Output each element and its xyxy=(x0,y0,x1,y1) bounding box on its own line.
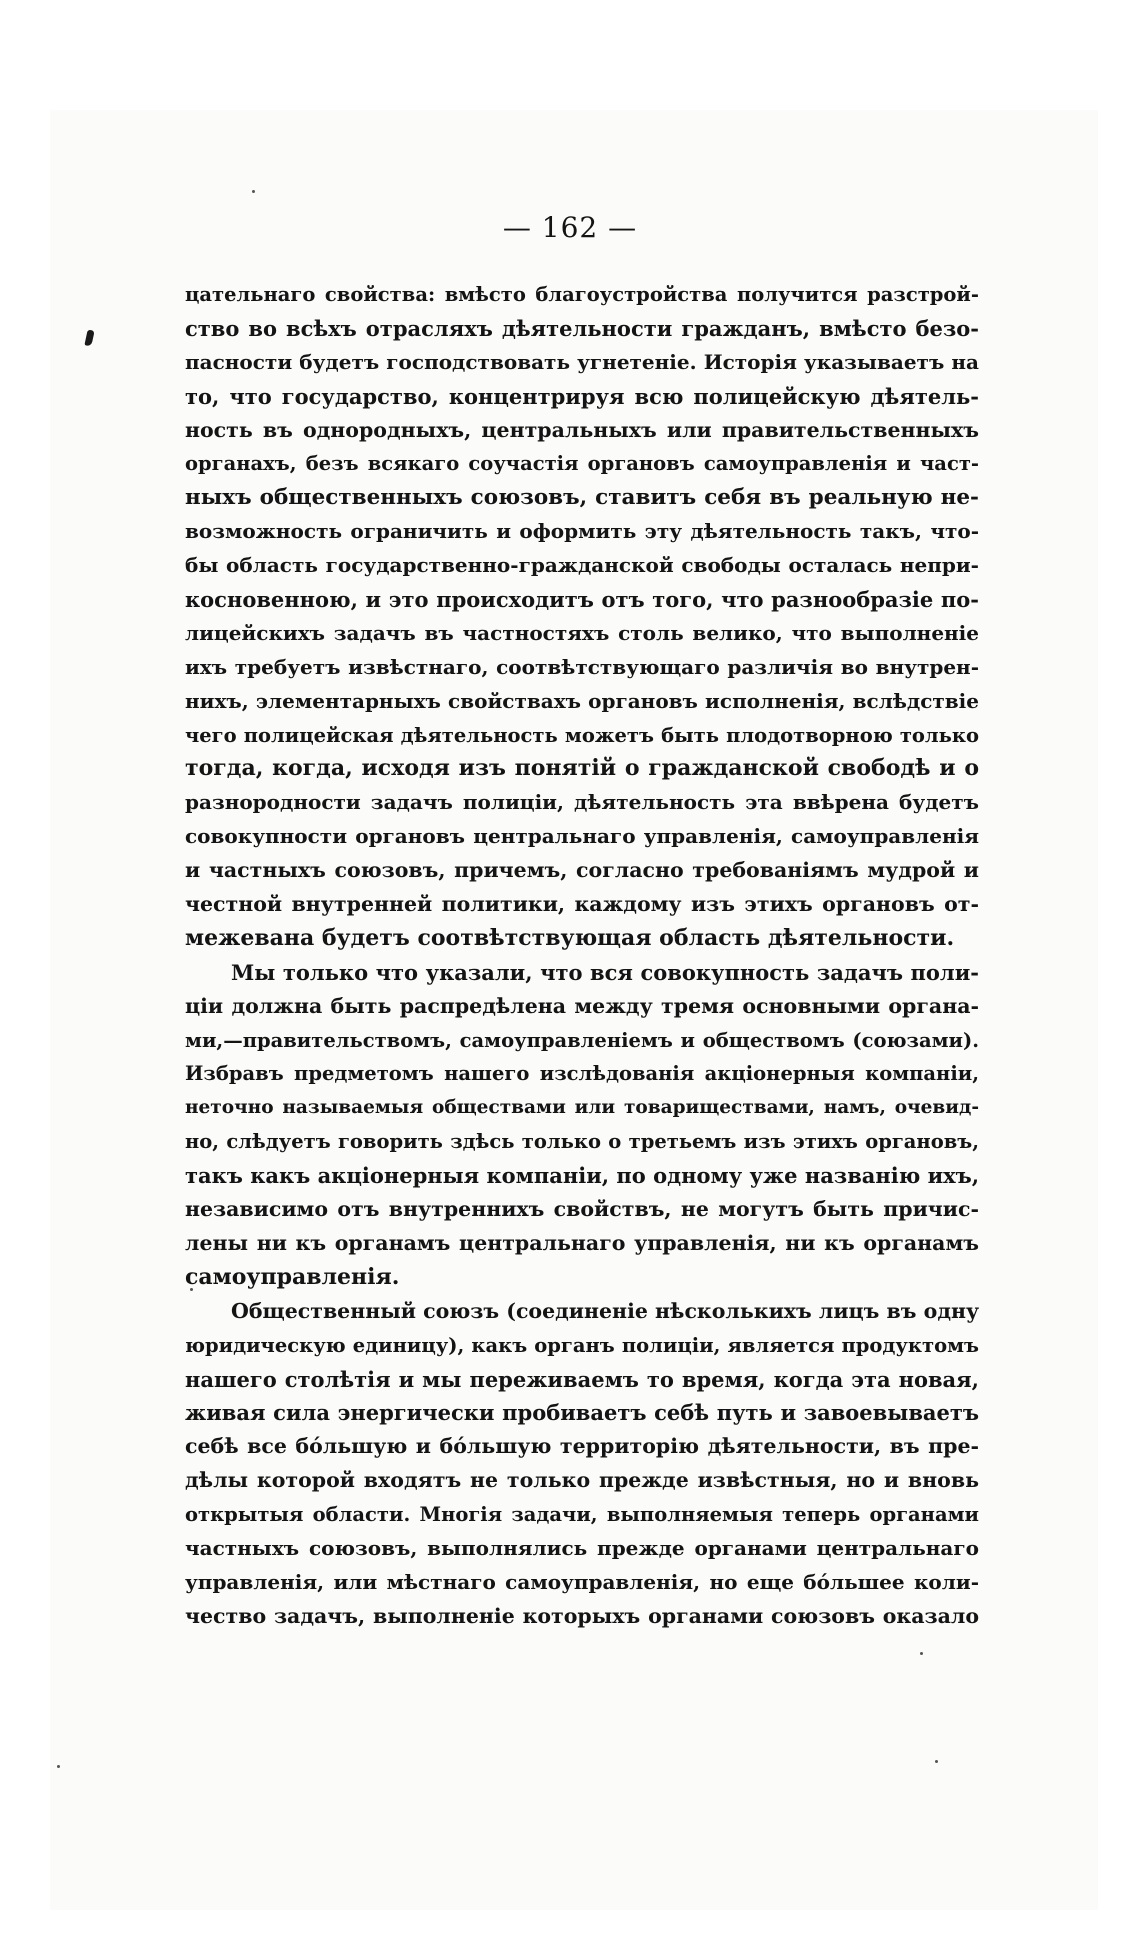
page-number: — 162 — xyxy=(502,211,638,244)
text-line: косновенною, и это происходитъ отъ того, что разнообразіе по- xyxy=(185,587,979,613)
text-line: независимо отъ внутреннихъ свойствъ, не могутъ быть причис- xyxy=(185,1197,979,1222)
text-line: неточно называемыя обществами или товариществами, намъ, очевид- xyxy=(185,1097,979,1119)
ink-speck xyxy=(57,1765,60,1768)
text-line: юридическую единицу), какъ органъ полиціи, является продуктомъ xyxy=(185,1333,979,1357)
text-line: ныхъ общественныхъ союзовъ, ставитъ себя въ реальную не- xyxy=(185,485,979,511)
text-line: ми,—правительствомъ, самоуправленіемъ и обществомъ (союзами). xyxy=(185,1028,979,1052)
text-line: открытыя области. Многія задачи, выполняемыя теперь органами xyxy=(185,1503,979,1527)
text-line: и частныхъ союзовъ, причемъ, согласно требованіямъ мудрой и xyxy=(185,858,979,883)
text-line: межевана будетъ соотвѣтствующая область дѣятельности. xyxy=(185,924,955,951)
text-line: возможность ограничить и оформить эту дѣятельность такъ, что- xyxy=(185,519,979,544)
text-line: цательнаго свойства: вмѣсто благоустройства получится разстрой- xyxy=(185,283,979,306)
text-line: ихъ требуетъ извѣстнаго, соотвѣтствующаго различія во внутрен- xyxy=(185,654,979,679)
text-line: такъ какъ акціонерныя компаніи, по одному уже названію ихъ, xyxy=(185,1163,979,1189)
text-line: бы область государственно-гражданской свободы осталась непри- xyxy=(185,553,979,578)
text-line: тогда, когда, исходя изъ понятій о гражданской свободѣ и о xyxy=(185,755,979,782)
text-line: Общественный союзъ (соединеніе нѣсколькихъ лицъ въ одну xyxy=(231,1298,979,1323)
text-line: ціи должна быть распредѣлена между тремя основными органа- xyxy=(185,993,979,1018)
text-line: себѣ все бóльшую и бóльшую территорію дѣятельности, въ пре- xyxy=(185,1434,979,1459)
text-line: лицейскихъ задачъ въ частностяхъ столь велико, что выполненіе xyxy=(185,620,979,645)
text-line: частныхъ союзовъ, выполнялись прежде органами центральнаго xyxy=(185,1535,979,1560)
text-line: лены ни къ органамъ центральнаго управленія, ни къ органамъ xyxy=(185,1230,979,1255)
ink-speck xyxy=(935,1760,938,1763)
ink-speck xyxy=(920,1652,923,1655)
text-line: честной внутренней политики, каждому изъ этихъ органовъ от- xyxy=(185,892,979,917)
text-line: нихъ, элементарныхъ свойствахъ органовъ исполненія, вслѣдствіе xyxy=(185,688,979,713)
text-line: разнородности задачъ полиціи, дѣятельность эта ввѣрена будетъ xyxy=(185,790,979,815)
text-line: органахъ, безъ всякаго соучастія органовъ самоуправленія и част- xyxy=(185,452,979,476)
text-line: ность въ однородныхъ, центральныхъ или правительственныхъ xyxy=(185,417,979,442)
text-line: Избравъ предметомъ нашего изслѣдованія акціонерныя компаніи, xyxy=(185,1062,979,1086)
text-line: чество задачъ, выполненіе которыхъ органами союзовъ оказало xyxy=(185,1603,979,1628)
text-line: ство во всѣхъ отрасляхъ дѣятельности гражданъ, вмѣсто безо- xyxy=(185,315,979,341)
text-line: самоуправленія. xyxy=(185,1263,400,1290)
text-line: Мы только что указали, что вся совокупность задачъ поли- xyxy=(231,959,979,985)
body-text xyxy=(185,278,979,1634)
text-line: то, что государство, концентрируя всю полицейскую дѣятель- xyxy=(185,383,979,409)
ink-speck xyxy=(252,190,255,193)
text-line: нашего столѣтія и мы переживаемъ то время, когда эта новая, xyxy=(185,1366,979,1392)
text-line: дѣлы которой входятъ не только прежде извѣстныя, но и вновь xyxy=(185,1468,979,1493)
text-line: чего полицейская дѣятельность можетъ быть плодотворною только xyxy=(185,723,979,747)
text-line: управленія, или мѣстнаго самоуправленія, но еще бóльшее коли- xyxy=(185,1569,979,1594)
text-line: но, слѣдуетъ говорить здѣсь только о третьемъ изъ этихъ органовъ, xyxy=(185,1130,979,1154)
text-line: живая сила энергически пробиваетъ себѣ путь и завоевываетъ xyxy=(185,1400,979,1426)
text-line: пасности будетъ господствовать угнетеніе. Исторія указываетъ на xyxy=(185,349,979,374)
text-line: совокупности органовъ центральнаго управленія, самоуправленія xyxy=(185,824,979,849)
